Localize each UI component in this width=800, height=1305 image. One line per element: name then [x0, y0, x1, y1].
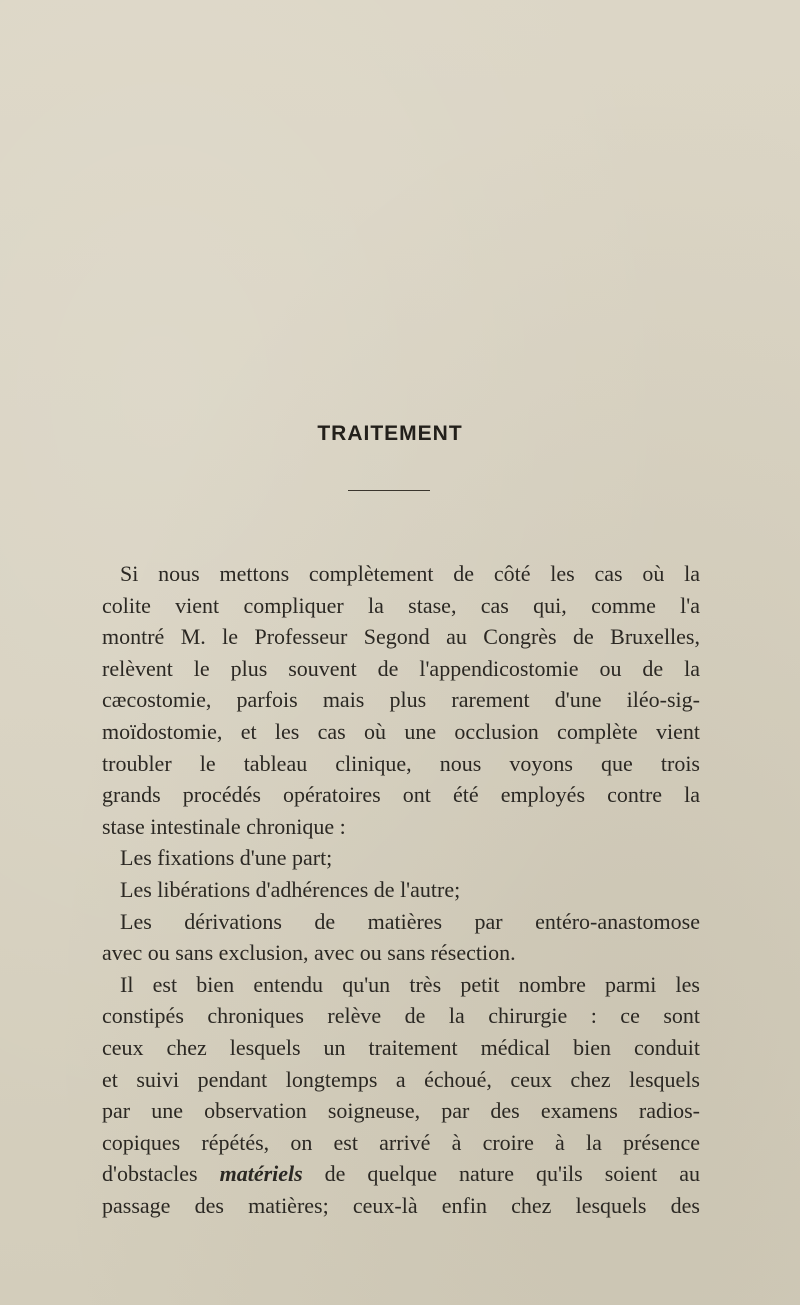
text-line: relèvent le plus souvent de l'appendicostomie ou de la — [102, 655, 700, 681]
text-line: ceux chez lesquels un traitement médical bien conduit — [102, 1034, 700, 1060]
text-line: cæcostomie, parfois mais plus rarement d'une iléo-sig- — [102, 687, 700, 713]
text-fragment: de quelque nature qu'ils soient au — [302, 1161, 700, 1187]
list-item: Les fixations d'une part; — [120, 845, 333, 871]
text-line: montré M. le Professeur Segond au Congrès de Bruxelles, — [102, 624, 700, 650]
text-line: stase intestinale chronique : — [102, 813, 346, 839]
text-line: par une observation soigneuse, par des examens radios- — [102, 1098, 700, 1124]
text-line: et suivi pendant longtemps a échoué, ceux chez lesquels — [102, 1066, 700, 1092]
text-line: avec ou sans exclusion, avec ou sans résection. — [102, 940, 516, 966]
text-line: constipés chroniques relève de la chirurgie : ce sont — [102, 1003, 700, 1029]
chapter-heading: TRAITEMENT — [317, 422, 463, 445]
heading-divider — [348, 490, 430, 491]
text-line: troubler le tableau clinique, nous voyons que trois — [102, 750, 700, 776]
text-line: grands procédés opératoires ont été employés contre la — [102, 782, 700, 808]
emphasis-word: matériels — [219, 1161, 303, 1187]
text-fragment: d'obstacles — [102, 1161, 220, 1187]
text-line: Il est bien entendu qu'un très petit nombre parmi les — [120, 971, 700, 997]
text-line — [102, 1158, 700, 1190]
text-line: moïdostomie, et les cas où une occlusion complète vient — [102, 718, 700, 744]
text-line: copiques répétés, on est arrivé à croire à la présence — [102, 1129, 700, 1155]
text-line: Les dérivations de matières par entéro-anastomose — [120, 908, 700, 934]
text-line: colite vient compliquer la stase, cas qui, comme l'a — [102, 592, 700, 618]
body-text — [102, 558, 700, 1221]
text-line: Si nous mettons complètement de côté les cas où la — [120, 561, 700, 586]
text-line: passage des matières; ceux-là enfin chez lesquels des — [102, 1192, 700, 1218]
list-item: Les libérations d'adhérences de l'autre; — [120, 876, 461, 902]
